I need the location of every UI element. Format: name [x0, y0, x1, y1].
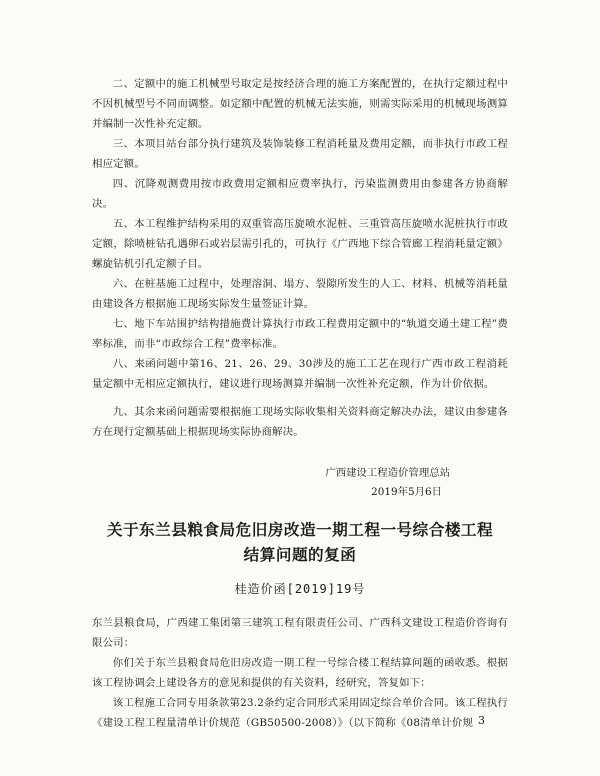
- paragraph-item-5: 五、本工程维护结构采用的双重管高压旋喷水泥桩、三重管高压旋喷水泥桩执行市政定额，除喷桩钻孔遇卵石或岩层需引孔的，可执行《广西地下综合管廊工程消耗量定额》螺旋钻机引孔定额子目。: [92, 218, 508, 270]
- doc-number: 桂造价函[2019]19号: [234, 582, 366, 596]
- paragraph-item-8: 八、来函问题中第16、21、26、29、30涉及的施工工艺在现行广西市政工程消耗量定额中无相应定额执行，建议进行现场测算并编制一次性补充定额，作为计价依据。: [92, 358, 508, 390]
- page-number: 3: [478, 714, 485, 727]
- doc-title-line2: 结算问题的复函: [243, 546, 357, 564]
- document-body: [92, 74, 508, 733]
- doc-title-line1: 关于东兰县粮食局危旧房改造一期工程一号综合楼工程: [106, 521, 494, 539]
- paragraph-item-9: 九、其余来函问题需要根据施工现场实际收集相关资料商定解决办法，建议由参建各方在现行定额基础上根据现场实际协商解决。: [92, 406, 508, 438]
- paragraph-item-6: 六、在桩基施工过程中，处理溶洞、塌方、裂隙所发生的人工、材料、机械等消耗量由建设各方根据施工现场实际发生量签证计算。: [92, 278, 508, 310]
- paragraph-item-3: 三、本项目站台部分执行建筑及装饰装修工程消耗量及费用定额，而非执行市政工程相应定额。: [92, 138, 508, 170]
- body-paragraph-2: 该工程施工合同专用条款第23.2条约定合同形式采用固定综合单价合同。该工程执行《建设工程工程量清单计价规范（GB50500-2008）》（以下简称《08清单计价规: [92, 697, 508, 729]
- body-paragraph-1: 你们关于东兰县粮食局危旧房改造一期工程一号综合楼工程结算问题的函收悉。根据该工程协调会上建设各方的意见和提供的有关资料，经研究，答复如下：: [92, 657, 508, 689]
- paragraph-item-2: 二、定额中的施工机械型号取定是按经济合理的施工方案配置的，在执行定额过程中不因机械型号不同而调整。如定额中配置的机械无法实施，则需实际采用的机械现场测算并编制一次性补充定额。: [92, 78, 508, 130]
- paragraph-item-7: 七、地下车站围护结构措施费计算执行市政工程费用定额中的“轨道交通土建工程”费率标准，而非“市政综合工程”费率标准。: [92, 318, 508, 350]
- signature-org: 广西建设工程造价管理总站: [325, 467, 450, 479]
- signature-date: 2019年5月6日: [371, 486, 442, 498]
- paragraph-item-4: 四、沉降观测费用按市政费用定额相应费率执行，污染监测费用由参建各方协商解决。: [92, 178, 508, 210]
- recipients: 东兰县粮食局，广西建工集团第三建筑工程有限责任公司、广西科文建设工程造价咨询有限公司：: [92, 617, 508, 649]
